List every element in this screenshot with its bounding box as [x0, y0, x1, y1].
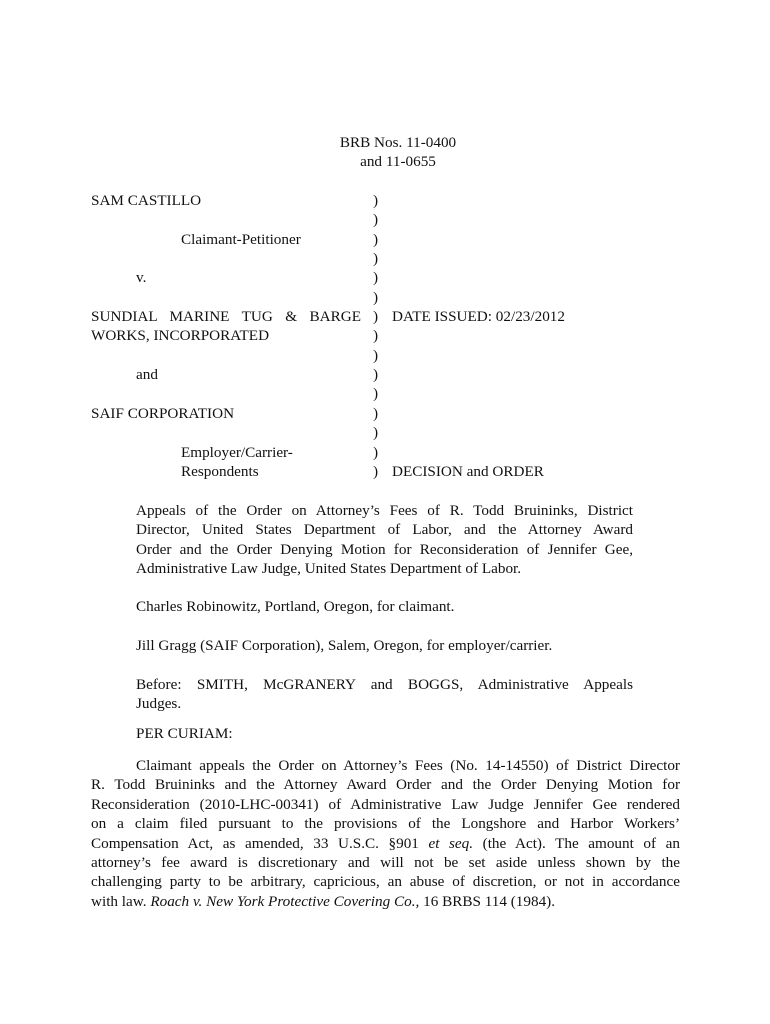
- respondents-role-line1: Employer/Carrier-: [181, 444, 293, 461]
- claimant-name: SAM CASTILLO: [91, 192, 202, 209]
- body-line: R. Todd Bruininks and the Attorney Award Order and the Order Denying Motion for: [91, 776, 680, 794]
- caption-paren: ): [373, 192, 379, 209]
- body-text: Compensation Act, as amended, 33 U.S.C. §901: [91, 834, 429, 852]
- caption-paren: ): [373, 269, 379, 286]
- appeals-paragraph: [136, 501, 633, 579]
- body-text: (the Act). The amount of an: [473, 834, 680, 852]
- caption-paren: ): [373, 366, 379, 383]
- per-curiam-heading: PER CURIAM:: [136, 725, 233, 742]
- et-seq-italic: et seq.: [428, 834, 474, 852]
- caption-paren: ): [373, 250, 379, 267]
- caption-paren: ): [373, 211, 379, 228]
- appeals-line: Director, United States Department of Labor, and the Attorney Award: [136, 521, 633, 539]
- docket-number: BRB Nos. 11-0400: [339, 134, 457, 151]
- body-line: challenging party to be arbitrary, capricious, an abuse of discretion, or not in accordance: [91, 873, 680, 891]
- caption-paren: ): [373, 463, 379, 480]
- caption-paren: ): [373, 424, 379, 441]
- appeals-line: Order and the Order Denying Motion for Reconsideration of Jennifer Gee,: [136, 540, 633, 558]
- body-line: attorney’s fee award is discretionary and will not be set aside unless shown by the: [91, 854, 680, 872]
- claimant-role: Claimant-Petitioner: [181, 231, 301, 248]
- body-line: on a claim filed pursuant to the provisions of the Longshore and Harbor Workers’: [91, 815, 680, 833]
- body-line: Claimant appeals the Order on Attorney’s Fees (No. 14-14550) of District Director: [136, 757, 680, 774]
- caption-paren: ): [373, 444, 379, 461]
- caption-paren: ): [373, 347, 379, 364]
- and-text: and: [136, 366, 158, 383]
- carrier-name: SAIF CORPORATION: [91, 405, 235, 422]
- before-paragraph: [136, 675, 633, 714]
- body-line: [91, 834, 680, 853]
- body-line: Reconsideration (2010-LHC-00341) of Administrative Law Judge Jennifer Gee rendered: [91, 795, 680, 813]
- versus-text: v.: [136, 269, 147, 286]
- counsel-claimant: Charles Robinowitz, Portland, Oregon, for claimant.: [136, 598, 455, 615]
- before-line: Before: SMITH, McGRANERY and BOGGS, Administrative Appeals: [136, 676, 633, 693]
- date-issued: DATE ISSUED: 02/23/2012: [392, 308, 565, 325]
- body-line: [91, 892, 680, 911]
- caption-paren: ): [373, 289, 379, 306]
- decision-title: DECISION and ORDER: [392, 463, 544, 480]
- caption-paren: ): [373, 405, 379, 422]
- body-paragraph: [91, 756, 680, 911]
- appeals-line: Administrative Law Judge, United States Department of Labor.: [136, 560, 522, 578]
- body-text: with law.: [91, 892, 151, 910]
- caption-paren: ): [373, 327, 379, 344]
- caption-paren: ): [373, 231, 379, 248]
- appeals-line: Appeals of the Order on Attorney’s Fees of R. Todd Bruininks, District: [136, 502, 633, 519]
- caption-paren: ): [373, 308, 379, 325]
- employer-name-line1: SUNDIAL MARINE TUG & BARGE: [91, 308, 361, 325]
- caption-paren: ): [373, 385, 379, 402]
- counsel-employer: Jill Gragg (SAIF Corporation), Salem, Oregon, for employer/carrier.: [136, 637, 553, 654]
- respondents-role-line2: Respondents: [181, 463, 259, 480]
- case-citation-italic: Roach v. New York Protective Covering Co.,: [150, 892, 420, 910]
- employer-name-line2: WORKS, INCORPORATED: [91, 327, 270, 344]
- body-text: 16 BRBS 114 (1984).: [419, 892, 556, 910]
- docket-number-2: and 11-0655: [360, 153, 436, 170]
- before-line: Judges.: [136, 695, 182, 713]
